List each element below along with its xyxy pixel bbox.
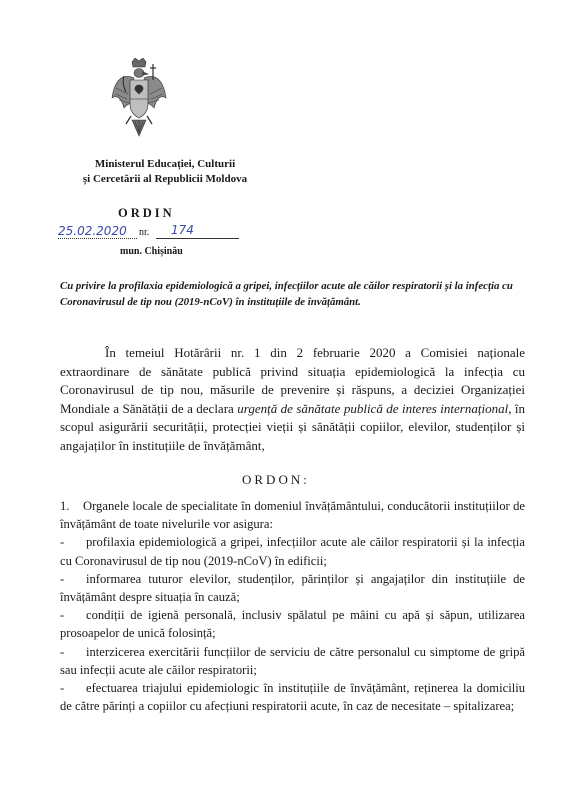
point-1-text: Organele locale de specialitate în domeniul învățământului, conducătorii instituțiilor de învățământ de toate nivelurile vor asigura: xyxy=(60,499,525,532)
handwritten-date: 25.02.2020 xyxy=(58,224,127,238)
order-subject: Cu privire la profilaxia epidemiologică a gripei, infecțiilor acute ale căilor respiratorii și la infecția cu Coronavirusul de tip nou (2019-nCoV) în instituțiile de învățământ. xyxy=(60,280,513,308)
ministry-name xyxy=(76,157,254,187)
list-item: - interzicerea exercitării funcțiilor de serviciu de către personalul cu simptome de gripă sau infecții acute ale căilor respiratorii; xyxy=(60,644,525,677)
number-underline xyxy=(156,238,239,239)
point-1 xyxy=(60,497,525,533)
list-item: - efectuarea triajului epidemiologic în instituțiile de învățământ, reținerea la domiciliu de către părinți a copiilor cu afecțiuni respiratorii acute, în caz de necesitate – spitalizarea; xyxy=(60,681,525,714)
date-number-line xyxy=(58,224,238,242)
ordon-heading: ORDON: xyxy=(242,472,310,487)
ministry-line-1: Ministerul Educației, Culturii xyxy=(94,158,236,170)
number-label: nr. xyxy=(139,227,150,238)
handwritten-number: 174 xyxy=(171,223,194,237)
order-points xyxy=(60,497,525,715)
preamble-paragraph xyxy=(60,344,525,456)
preamble-emphasis: urgență de sănătate publică de interes internațional xyxy=(237,400,509,416)
date-underline xyxy=(58,238,137,239)
list-item: - profilaxia epidemiologică a gripei, infecțiilor acute ale căilor respiratorii și la infecția cu Coronavirusul de tip nou (2019-nCoV) în edificii; xyxy=(60,535,525,568)
point-1-number: 1. xyxy=(60,499,70,513)
list-item: - condiții de igienă personală, inclusiv spălatul pe mâini cu apă și săpun, utilizarea prosoapelor de unică folosință; xyxy=(60,608,525,641)
preamble-part-2: , în scopul asigurării securității, protecției vieții și sănătății copiilor, elevilor, studenților și angajaților în instituțiile de învățământ, xyxy=(60,400,525,453)
coat-of-arms-icon xyxy=(110,58,168,148)
list-item: - informarea tuturor elevilor, studenților, părinților și angajaților din instituțiile de învățământ despre situația în cauză; xyxy=(60,571,525,605)
ministry-line-2: și Cercetării al Republicii Moldova xyxy=(82,173,248,185)
preamble-part-1: În temeiul Hotărârii nr. 1 din 2 februarie 2020 a Comisiei naționale extraordinare de sănătate publică privind situația epidemiologică la infecția cu Coronavirusul de tip nou, măsurile de prevenire și răspuns, a deciziei Organizației Mondiale a Sănătății de a declara xyxy=(60,345,525,416)
document-type-heading: ORDIN xyxy=(118,206,175,220)
city-line: mun. Chișinău xyxy=(120,246,183,257)
